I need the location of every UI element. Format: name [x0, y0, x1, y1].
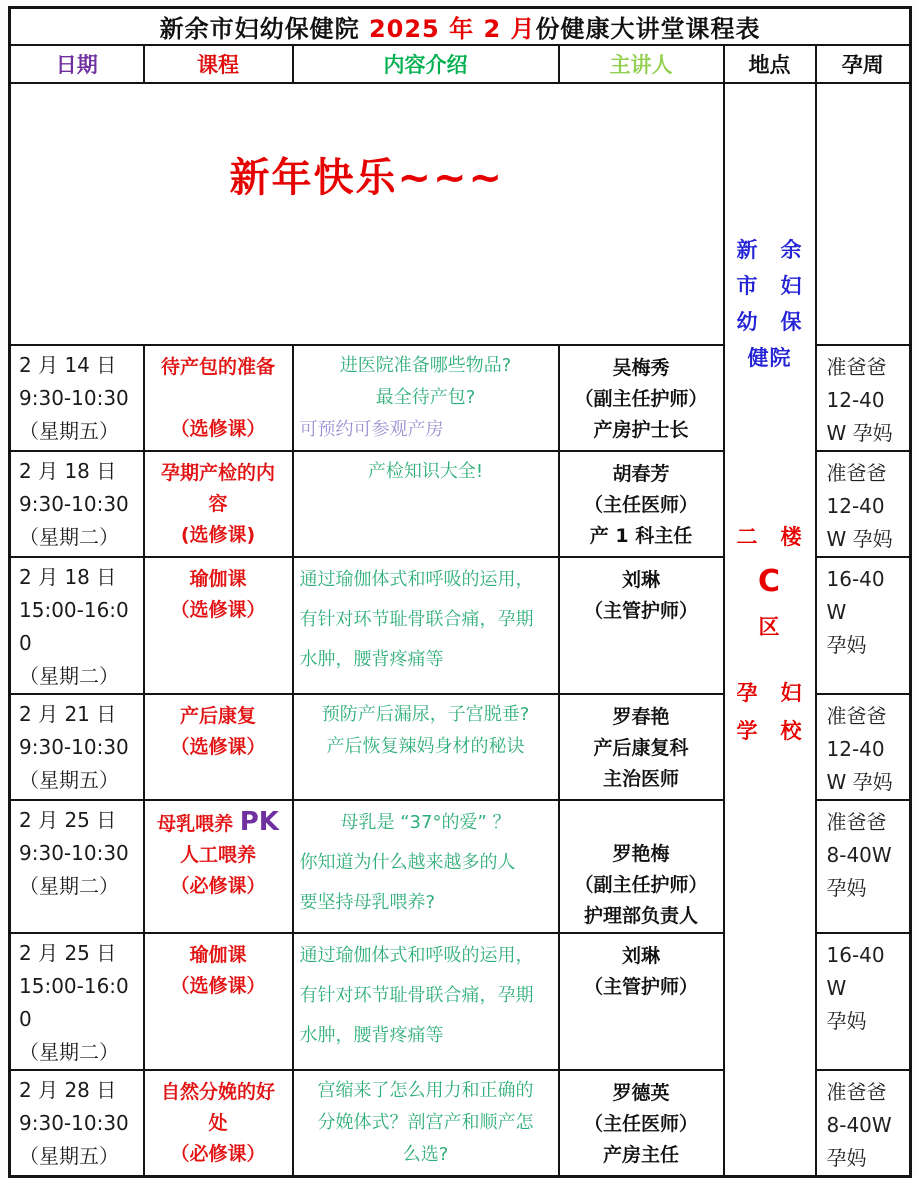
course-cell — [144, 694, 293, 800]
text-segment: （星期二） — [19, 874, 119, 898]
text-line — [300, 883, 552, 923]
text-line — [725, 606, 815, 648]
text-segment: 准爸爸 — [826, 355, 887, 379]
date-cell — [10, 694, 144, 800]
text-line — [150, 595, 287, 626]
text-segment: W 孕妈 — [826, 421, 893, 445]
text-segment: 区 — [758, 615, 781, 639]
text-segment: 刘琳 — [621, 945, 660, 967]
date-cell — [10, 800, 144, 933]
course-cell — [144, 933, 293, 1070]
text-segment: 分娩体式？剖宫产和顺产怎 — [317, 1112, 534, 1133]
date-cell — [10, 933, 144, 1070]
text-segment: W 孕妈 — [826, 527, 893, 551]
text-segment: 最全待产包? — [375, 387, 476, 408]
text-segment: 进医院准备哪些物品? — [339, 355, 512, 376]
text-line — [562, 1140, 721, 1171]
text-line — [300, 936, 552, 976]
text-segment: 准爸爸 — [826, 704, 887, 728]
text-line — [19, 1074, 137, 1107]
text-line — [19, 349, 137, 382]
text-segment: 宫缩来了怎么用力和正确的 — [317, 1080, 534, 1101]
text-line — [827, 700, 906, 733]
text-line — [827, 733, 906, 766]
text-line — [150, 414, 287, 445]
text-line — [827, 1142, 906, 1175]
text-line — [725, 674, 815, 712]
spacer — [725, 648, 815, 674]
text-line — [827, 457, 906, 490]
speaker-cell — [559, 557, 724, 694]
content-cell — [293, 694, 559, 800]
text-line — [150, 807, 287, 840]
text-segment: 容 — [208, 493, 228, 515]
text-line — [300, 699, 552, 731]
text-segment: 刘琳 — [621, 569, 660, 591]
text-segment: 2 月 28 日 — [19, 1078, 117, 1102]
text-line — [19, 937, 137, 970]
text-line — [562, 870, 721, 901]
text-line — [827, 872, 906, 905]
speaker-cell — [559, 694, 724, 800]
text-segment: 15:00-16:00 — [19, 974, 129, 1031]
text-line — [19, 455, 137, 488]
text-segment: 产后康复 — [179, 705, 256, 727]
text-line — [562, 459, 721, 490]
text-line — [150, 1108, 287, 1139]
course-cell — [144, 345, 293, 451]
header-label: 主讲人 — [609, 53, 673, 77]
text-segment: C — [757, 564, 782, 599]
weeks-cell — [816, 1070, 911, 1177]
text-segment: 准爸爸 — [826, 810, 887, 834]
column-header-content — [293, 45, 559, 83]
text-line — [150, 732, 287, 763]
text-segment: 母乳是 “37°的爱” ？ — [340, 812, 511, 833]
text-segment: 产房护士长 — [593, 419, 689, 441]
text-segment: 2 月 25 日 — [19, 941, 117, 965]
text-line — [19, 1036, 137, 1069]
text-segment: 么选? — [402, 1144, 449, 1165]
text-line — [827, 417, 906, 450]
column-header-weeks — [816, 45, 911, 83]
text-line — [19, 488, 137, 521]
text-segment: 待产包的准备 — [160, 356, 275, 378]
text-segment: (选修课) — [180, 524, 256, 546]
text-line — [19, 594, 137, 660]
text-segment: 孕期产检的内 — [160, 462, 275, 484]
text-segment: 孕妈 — [826, 1146, 867, 1170]
text-line — [827, 351, 906, 384]
text-line — [827, 384, 906, 417]
text-segment: 可预约可参观产房 — [299, 419, 444, 440]
text-line — [827, 490, 906, 523]
text-segment: （星期二） — [19, 1040, 119, 1064]
text-segment: （主管护师） — [583, 976, 698, 998]
text-line — [300, 1107, 552, 1139]
text-segment: 12-40 — [826, 388, 885, 412]
text-line — [725, 304, 815, 340]
text-line — [562, 839, 721, 870]
weeks-cell — [816, 800, 911, 933]
text-segment: （星期五） — [19, 768, 119, 792]
text-line — [562, 941, 721, 972]
text-line — [562, 565, 721, 596]
text-line — [300, 350, 552, 382]
speaker-cell — [559, 451, 724, 557]
text-line — [827, 1076, 906, 1109]
text-segment: 9:30-10:30 — [19, 841, 129, 865]
text-segment: W — [826, 976, 847, 1000]
content-cell — [293, 557, 559, 694]
header-row — [10, 45, 911, 83]
text-line — [562, 1078, 721, 1109]
text-line — [300, 560, 552, 600]
text-segment: 2 月 18 日 — [19, 565, 117, 589]
text-line — [19, 804, 137, 837]
text-segment: 2 月 21 日 — [19, 702, 117, 726]
course-cell — [144, 557, 293, 694]
text-segment: 孕妈 — [826, 876, 867, 900]
text-line — [19, 764, 137, 797]
text-segment: 12-40 — [826, 494, 885, 518]
text-segment: 15:00-16:00 — [19, 598, 129, 655]
text-line — [300, 843, 552, 883]
weeks-cell — [816, 694, 911, 800]
text-segment: 准爸爸 — [826, 1080, 887, 1104]
text-line — [19, 698, 137, 731]
text-line — [827, 766, 906, 799]
spacer — [725, 376, 815, 516]
text-segment: 罗德英 — [612, 1082, 670, 1104]
location-hospital-name — [725, 232, 815, 376]
speaker-cell — [559, 1070, 724, 1177]
speaker-cell — [559, 800, 724, 933]
text-segment: （选修课） — [170, 736, 266, 758]
text-line — [725, 516, 815, 558]
header-label: 内容介绍 — [383, 53, 468, 77]
page-title — [10, 8, 911, 46]
header-label: 日期 — [55, 53, 98, 77]
text-segment: 9:30-10:30 — [19, 1111, 129, 1135]
text-segment: （选修课） — [170, 599, 266, 621]
text-line — [300, 731, 552, 763]
text-line — [19, 561, 137, 594]
text-segment: 你知道为什么越来越多的人 — [299, 852, 516, 873]
text-line — [300, 803, 552, 843]
text-segment: 产检知识大全! — [367, 461, 484, 482]
text-segment — [215, 387, 222, 409]
text-line — [150, 1139, 287, 1170]
text-segment: 16-40 — [826, 567, 885, 591]
text-line — [150, 564, 287, 595]
text-segment: 孕 妇 — [736, 681, 803, 705]
new-year-banner: 新年快乐~~~ — [10, 83, 724, 345]
text-line — [562, 353, 721, 384]
column-header-speaker — [559, 45, 724, 83]
text-segment: 2 月 25 日 — [19, 808, 117, 832]
header-label: 课程 — [197, 53, 239, 77]
pk-highlight: PK — [239, 807, 279, 837]
text-line — [827, 939, 906, 972]
text-line — [300, 1075, 552, 1107]
text-line — [19, 382, 137, 415]
text-segment: 水肿，腰背疼痛等 — [299, 1025, 444, 1046]
text-line — [19, 837, 137, 870]
text-segment: 8-40W — [826, 1113, 892, 1137]
text-segment — [638, 812, 645, 834]
text-segment: （星期二） — [19, 664, 119, 688]
text-segment: （副主任护师） — [574, 388, 708, 410]
text-segment: （主任医师） — [583, 1113, 698, 1135]
text-line — [562, 1109, 721, 1140]
text-segment: （必修课） — [170, 875, 266, 897]
text-line — [562, 415, 721, 446]
text-line — [150, 458, 287, 489]
text-segment: 要坚持母乳喂养? — [299, 892, 436, 913]
text-segment: （主任医师） — [583, 494, 698, 516]
speaker-cell — [559, 345, 724, 451]
text-segment: 9:30-10:30 — [19, 735, 129, 759]
text-line — [827, 1005, 906, 1038]
column-header-course — [144, 45, 293, 83]
weeks-cell — [816, 557, 911, 694]
course-cell — [144, 451, 293, 557]
text-line — [562, 901, 721, 932]
text-line — [562, 521, 721, 552]
text-segment: 健院 — [747, 346, 792, 370]
content-cell — [293, 451, 559, 557]
course-schedule-table — [8, 6, 912, 1178]
text-line — [150, 1077, 287, 1108]
text-segment: 吴梅秀 — [612, 357, 670, 379]
text-line — [827, 596, 906, 629]
text-line — [150, 352, 287, 383]
text-segment: 12-40 — [826, 737, 885, 761]
text-segment: 8-40W — [826, 843, 892, 867]
header-label: 地点 — [748, 53, 791, 77]
text-segment: （选修课） — [170, 418, 266, 440]
text-segment: 孕妈 — [826, 633, 867, 657]
title-prefix: 新余市妇幼保健院 — [159, 15, 369, 43]
weeks-cell — [816, 345, 911, 451]
text-line — [725, 558, 815, 606]
text-line — [150, 840, 287, 871]
title-date-highlight: 2025 年 2 月 — [368, 15, 536, 43]
text-line — [562, 764, 721, 795]
text-segment: （副主任护师） — [574, 874, 708, 896]
text-line — [300, 414, 552, 446]
text-segment: 水肿，腰背疼痛等 — [299, 649, 444, 670]
text-segment: （选修课） — [170, 975, 266, 997]
text-line — [150, 520, 287, 551]
text-segment: 2 月 18 日 — [19, 459, 117, 483]
text-segment: （主管护师） — [583, 600, 698, 622]
text-segment: （星期五） — [19, 1144, 119, 1168]
text-line — [725, 712, 815, 750]
text-line — [300, 976, 552, 1016]
text-segment: W 孕妈 — [826, 770, 893, 794]
column-header-date — [10, 45, 144, 83]
text-line — [150, 701, 287, 732]
text-segment: 母乳喂养 — [157, 813, 240, 835]
text-segment: （必修课） — [170, 1143, 266, 1165]
text-line — [300, 382, 552, 414]
column-header-location — [724, 45, 816, 83]
text-segment: 学 校 — [736, 719, 803, 743]
text-segment: 有针对环节耻骨联合痛，孕期 — [299, 609, 534, 630]
text-line — [150, 940, 287, 971]
text-segment: 自然分娩的好 — [160, 1081, 275, 1103]
location-school — [725, 674, 815, 750]
text-line — [827, 629, 906, 662]
text-segment: 通过瑜伽体式和呼吸的运用， — [299, 945, 534, 966]
text-line — [300, 456, 552, 488]
course-cell — [144, 800, 293, 933]
text-line — [827, 1109, 906, 1142]
text-line — [827, 523, 906, 556]
text-segment: （星期五） — [19, 419, 119, 443]
text-segment: 产后康复科 — [593, 737, 689, 759]
content-cell — [293, 345, 559, 451]
title-suffix: 份健康大讲堂课程表 — [535, 15, 761, 43]
text-line — [300, 640, 552, 680]
text-segment: 罗艳梅 — [612, 843, 670, 865]
location-cell — [724, 83, 816, 1177]
text-line — [827, 839, 906, 872]
text-line — [150, 871, 287, 902]
text-line — [827, 563, 906, 596]
text-line — [19, 521, 137, 554]
speaker-cell — [559, 933, 724, 1070]
text-segment: 9:30-10:30 — [19, 492, 129, 516]
text-segment: 人工喂养 — [179, 844, 256, 866]
text-segment: 预防产后漏尿，子宫脱垂? — [321, 704, 530, 725]
text-segment: 二 楼 — [736, 525, 803, 549]
content-cell — [293, 800, 559, 933]
text-segment: 2 月 14 日 — [19, 353, 117, 377]
text-line — [725, 340, 815, 376]
text-line — [19, 660, 137, 693]
text-line — [562, 490, 721, 521]
text-line — [725, 268, 815, 304]
text-line — [827, 972, 906, 1005]
text-line — [562, 702, 721, 733]
text-segment: 主治医师 — [602, 768, 679, 790]
text-line — [19, 415, 137, 448]
weeks-cell-empty — [816, 83, 911, 345]
text-segment: 处 — [208, 1112, 228, 1134]
text-line — [827, 806, 906, 839]
text-line — [562, 808, 721, 839]
course-cell — [144, 1070, 293, 1177]
text-line — [562, 384, 721, 415]
text-segment: 瑜伽课 — [189, 568, 247, 590]
schedule-page — [0, 6, 917, 1170]
text-segment: 幼 保 — [736, 310, 803, 334]
date-cell — [10, 345, 144, 451]
weeks-cell — [816, 933, 911, 1070]
date-cell — [10, 1070, 144, 1177]
text-segment: 瑜伽课 — [189, 944, 247, 966]
text-segment: 通过瑜伽体式和呼吸的运用， — [299, 569, 534, 590]
text-segment: 孕妈 — [826, 1009, 867, 1033]
text-line — [150, 383, 287, 414]
text-line — [19, 731, 137, 764]
header-label: 孕周 — [841, 53, 884, 77]
text-segment: 准爸爸 — [826, 461, 887, 485]
date-cell — [10, 451, 144, 557]
text-line — [19, 1140, 137, 1173]
date-cell — [10, 557, 144, 694]
weeks-cell — [816, 451, 911, 557]
text-segment: 胡春芳 — [612, 463, 670, 485]
text-line — [300, 600, 552, 640]
title-row — [10, 8, 911, 46]
text-line — [19, 1107, 137, 1140]
text-line — [725, 232, 815, 268]
content-cell — [293, 933, 559, 1070]
text-line — [19, 870, 137, 903]
text-line — [562, 733, 721, 764]
banner-row — [10, 83, 911, 345]
text-segment: 新 余 — [736, 238, 803, 262]
text-line — [19, 970, 137, 1036]
content-cell — [293, 1070, 559, 1177]
text-line — [150, 489, 287, 520]
text-line — [300, 1016, 552, 1056]
text-segment: （星期二） — [19, 525, 119, 549]
text-segment: 9:30-10:30 — [19, 386, 129, 410]
text-segment: 产 1 科主任 — [589, 525, 693, 547]
text-segment: W — [826, 600, 847, 624]
text-line — [150, 971, 287, 1002]
text-line — [300, 1139, 552, 1171]
text-segment: 市 妇 — [736, 274, 803, 298]
text-segment: 16-40 — [826, 943, 885, 967]
text-line — [562, 972, 721, 1003]
text-segment: 产房主任 — [602, 1144, 679, 1166]
location-venue — [725, 516, 815, 648]
text-line — [562, 596, 721, 627]
text-segment: 有针对环节耻骨联合痛，孕期 — [299, 985, 534, 1006]
text-segment: 护理部负责人 — [583, 905, 698, 927]
text-segment: 产后恢复辣妈身材的秘诀 — [326, 736, 525, 757]
text-segment: 罗春艳 — [612, 706, 670, 728]
